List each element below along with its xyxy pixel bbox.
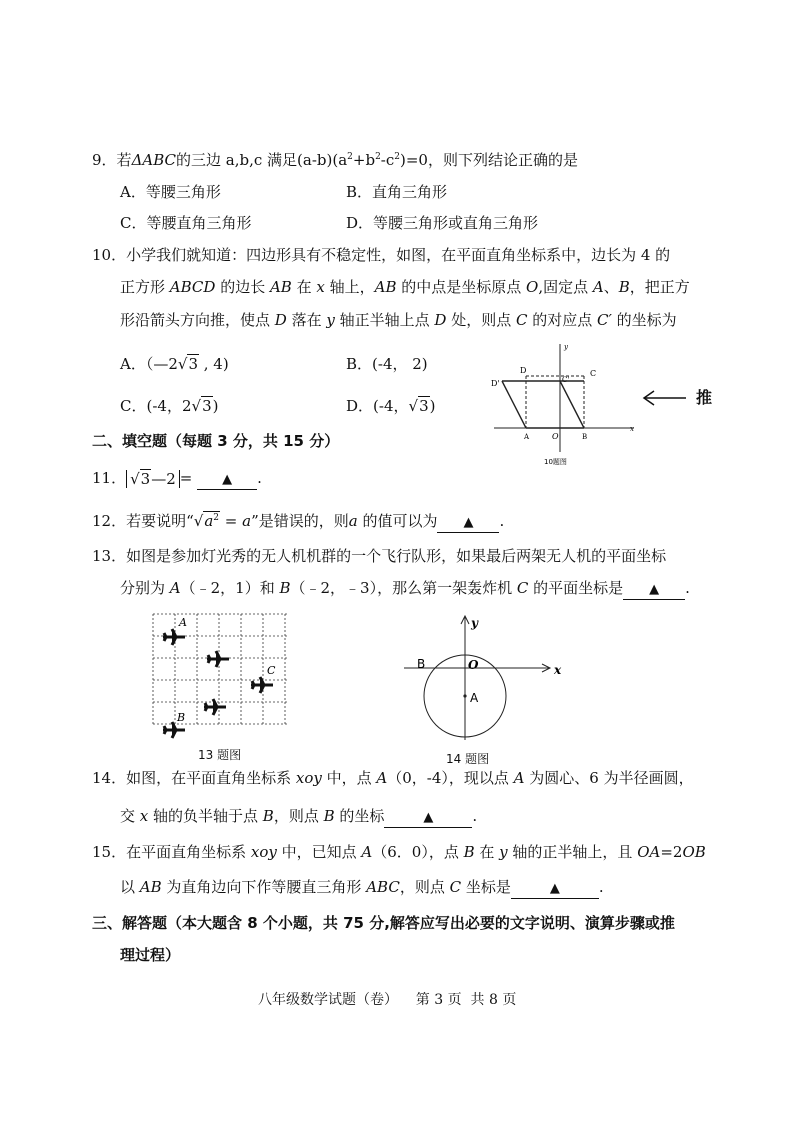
q12: 12．若要说明“$√a^2 = a$”是错误的，则a 的值可以为 ▲ . xyxy=(92,511,504,533)
q10-option-b: B．(-4， 2) xyxy=(346,355,428,373)
q14-answer-blank: ▲ xyxy=(384,807,472,828)
label-o: O xyxy=(468,658,479,672)
drone-icon-c xyxy=(251,677,273,693)
drone-icon-a xyxy=(163,629,185,645)
q10-line3: 形沿箭头方向推，使点 D 落在 y 轴正半轴上点 D 处，则点 C 的对应点 C′ 的坐标为 xyxy=(120,311,677,329)
q9-option-d: D．等腰三角形或直角三角形 xyxy=(346,214,539,232)
q9-option-a: A．等腰三角形 xyxy=(120,183,221,201)
q15-line1: 15．在平面直角坐标系 xoy 中，已知点 A（6．0），点 B 在 y 轴的正半轴上，且 OA=2OB xyxy=(92,843,706,861)
q14-figure xyxy=(400,612,570,752)
label-d-prime: D' xyxy=(491,379,500,388)
point-a xyxy=(463,694,466,697)
q14-line2: 交 x 轴的负半轴于点 B，则点 B 的坐标 ▲ . xyxy=(120,806,477,828)
q13-line1: 13．如图是参加灯光秀的无人机机群的一个飞行队形，如果最后两架无人机的平面坐标 xyxy=(92,547,667,565)
drone-icon-2 xyxy=(207,651,229,667)
q11-answer-blank: ▲ xyxy=(197,469,257,490)
label-y: y xyxy=(471,616,478,630)
q10-line1: 10．小学我们就知道：四边形具有不稳定性，如图，在平面直角坐标系中，边长为 4 的 xyxy=(92,246,671,264)
q14-figure-caption: 14 题图 xyxy=(446,752,490,766)
page-footer: 八年级数学试题（卷） 第 3 页 共 8 页 xyxy=(258,992,517,1008)
q10-figure-caption: 10题图 xyxy=(544,458,567,466)
q9-option-b: B．直角三角形 xyxy=(346,183,448,201)
label-x: x xyxy=(630,425,634,433)
q13-line2: 分别为 A（﹣2，1）和 B（﹣2，﹣3），那么第一架轰炸机 C 的平面坐标是 ▲ . xyxy=(120,578,690,600)
q10-option-d: D．(-4，√3) xyxy=(346,397,436,415)
q11: 11． √3—2 = ▲ . xyxy=(92,469,262,488)
q14-line1: 14．如图，在平面直角坐标系 xoy 中，点 A（0，-4），现以点 A 为圆心、6 为半径画圆， xyxy=(92,769,694,787)
q9-stem: 9．若ΔABC的三边 a,b,c 满足$(a-b)(a^2+b^2-c^2)=0$，则下列结论正确的是 xyxy=(92,151,578,169)
q13-figure xyxy=(150,612,290,742)
q10-option-a: A．（—2√3 , 4) xyxy=(120,355,229,373)
q12-answer-blank: ▲ xyxy=(437,512,499,533)
q13-figure-caption: 13 题图 xyxy=(198,748,242,762)
q10-option-c: C．(-4，2√3) xyxy=(120,397,219,415)
q10-figure xyxy=(484,340,644,470)
label-c: C xyxy=(590,369,597,378)
drone-icon-b xyxy=(163,722,185,738)
label-x: x xyxy=(554,663,562,677)
label-a: A xyxy=(524,433,530,441)
q13-answer-blank: ▲ xyxy=(623,579,685,600)
drone-label-c: C xyxy=(267,664,276,677)
drone-label-a: A xyxy=(179,616,187,629)
section-3-title: 三、解答题（本大题含 8 个小题，共 75 分,解答应写出必要的文字说明、演算步骤或推 xyxy=(92,914,675,932)
label-b: B xyxy=(582,433,588,441)
q15-line2: 以 AB 为直角边向下作等腰直三角形 ABC，则点 C 坐标是 ▲ . xyxy=(120,877,604,899)
section-3-title-cont: 理过程） xyxy=(120,946,181,964)
q9-option-c: C．等腰直角三角形 xyxy=(120,214,252,232)
drone-icon-4 xyxy=(204,699,226,715)
label-o: O xyxy=(552,432,559,441)
q11-absolute-value: √3—2 xyxy=(126,470,180,488)
label-a: A xyxy=(470,691,479,705)
push-label: 推 xyxy=(696,388,713,407)
label-y: y xyxy=(564,343,568,351)
q10-line2: 正方形 ABCD 的边长 AB 在 x 轴上，AB 的中点是坐标原点 O,固定点 A、B，把正方 xyxy=(120,278,690,296)
section-2-title: 二、填空题（每题 3 分，共 15 分） xyxy=(92,432,340,450)
q15-answer-blank: ▲ xyxy=(511,878,599,899)
drone-label-b: B xyxy=(177,711,186,724)
label-c-prime: C' xyxy=(562,376,570,384)
label-d: D xyxy=(520,366,527,375)
push-arrow-icon xyxy=(640,388,690,408)
label-b: B xyxy=(417,657,426,671)
